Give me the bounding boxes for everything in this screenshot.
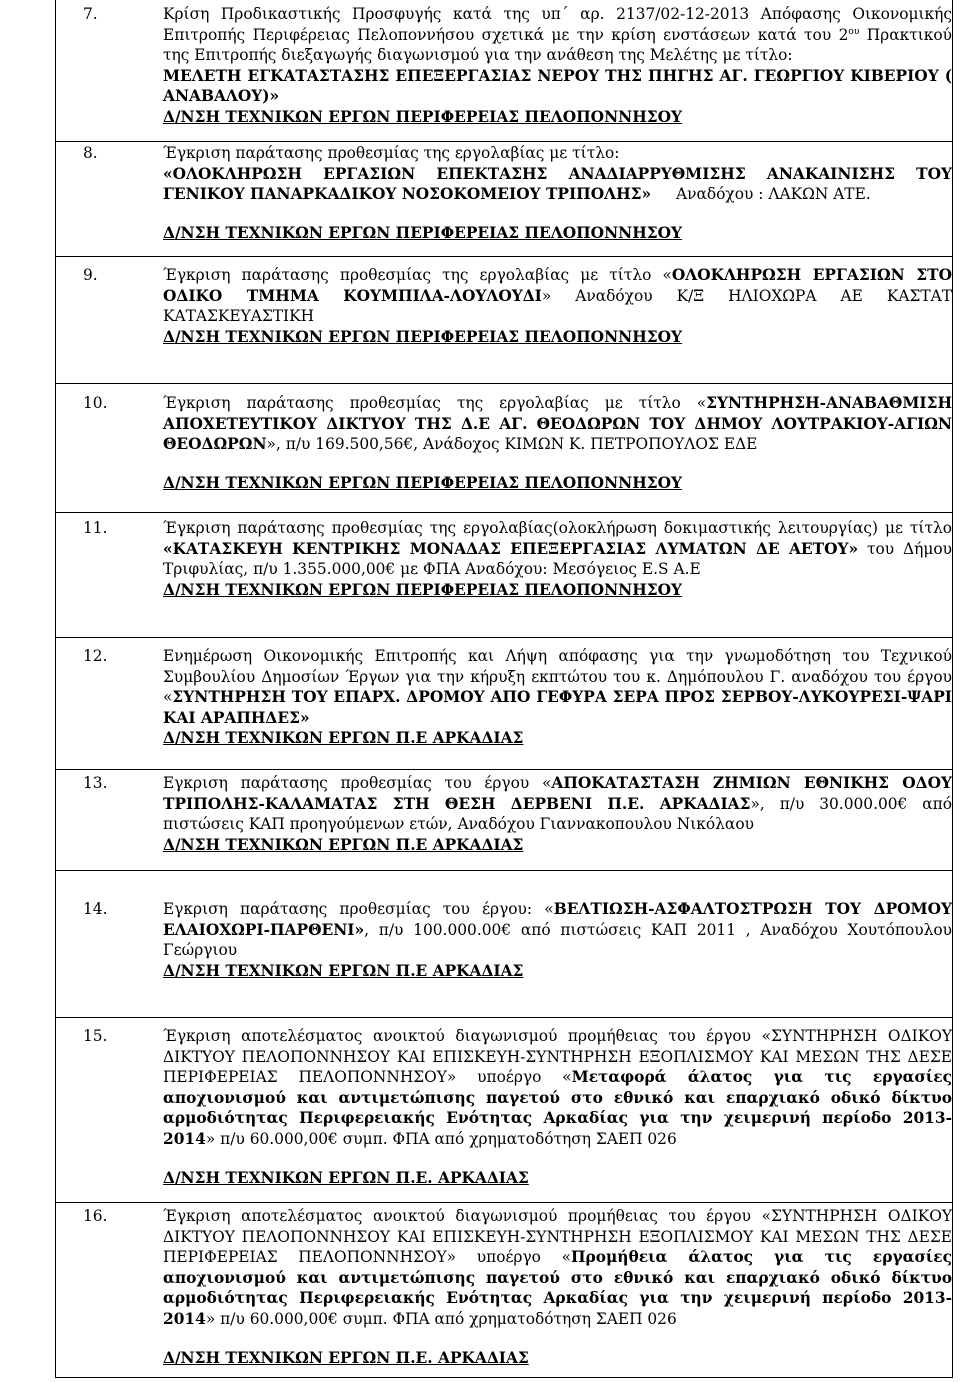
project-title: ΟΛΟΚΛΗΡΩΣΗ ΕΡΓΑΣΙΩΝ ΣΤΟ ΟΔΙΚΟ ΤΜΗΜΑ ΚΟΥΜΠΙΛΑ-ΛΟΥΛΟΥΔΙ — [163, 266, 952, 305]
item-text-cont: του Δήμου Τριφυλίας, π/υ 1.355.000,00€ με ΦΠΑ Αναδόχου: Μεσόγειος Ε.S Α.Ε — [163, 539, 952, 579]
item-text: Έγκριση παράτασης προθεσμίας της εργολαβίας με τίτλο « — [163, 394, 707, 412]
row-divider — [55, 637, 952, 638]
item-number: 13. — [83, 774, 108, 792]
row-divider — [55, 870, 952, 871]
item-text: Εγκριση παράτασης προθεσμίας του έργου « — [163, 774, 552, 792]
item-number: 11. — [83, 519, 108, 537]
right-border — [952, 0, 953, 1378]
row-divider — [55, 512, 952, 513]
department-label: Δ/ΝΣΗ ΤΕΧΝΙΚΩΝ ΕΡΓΩΝ ΠΕΡΙΦΕΡΕΙΑΣ ΠΕΛΟΠΟΝΝΗΣΟΥ — [163, 327, 683, 346]
row-divider — [55, 256, 952, 257]
item-text: Έγκριση παράτασης προθεσμίας της εργολαβίας με τίτλο: — [163, 144, 620, 162]
item-content — [163, 265, 952, 347]
item-text: Έγκριση αποτελέσματος ανοικτού διαγωνισμού προμήθειας του έργου «ΣΥΝΤΗΡΗΣΗ ΟΔΙΚΟΥ ΔΙΚΤΥΟΥ ΠΕΛΟΠΟΝΝΗΣΟΥ ΚΑΙ ΕΠΙΣΚΕΥΗ-ΣΥΝΤΗΡΗΣΗ ΕΞΟΠΛΙΣΜΟΥ ΚΑΙ ΜΕΣΩΝ ΤΗΣ ΔΕΣΕ ΠΕΡΙΦΕΡΕΙΑΣ ΠΕΛΟΠΟΝΝΗΣΟΥ» υποέργο « — [163, 1027, 952, 1087]
contractor: Αναδόχου : ΛΑΚΩΝ ΑΤΕ. — [676, 185, 871, 204]
item-content — [163, 773, 952, 855]
project-title: «ΟΛΟΚΛΗΡΩΣΗ ΕΡΓΑΣΙΩΝ ΕΠΕΚΤΑΣΗΣ ΑΝΑΔΙΑΡΡΥΘΜΙΣΗΣ ΑΝΑΚΑΙΝΙΣΗΣ ΤΟΥ ΓΕΝΙΚΟΥ ΠΑΝΑΡΚΑΔΙΚΟΥ ΝΟΣΟΚΟΜΕΙΟΥ ΤΡΙΠΟΛΗΣ» — [163, 164, 952, 204]
department-label: Δ/ΝΣΗ ΤΕΧΝΙΚΩΝ ΕΡΓΩΝ ΠΕΡΙΦΕΡΕΙΑΣ ΠΕΛΟΠΟΝΝΗΣΟΥ — [163, 580, 683, 599]
department-label: Δ/ΝΣΗ ΤΕΧΝΙΚΩΝ ΕΡΓΩΝ Π.Ε. ΑΡΚΑΔΙΑΣ — [163, 1168, 529, 1187]
project-title: «ΚΑΤΑΣΚΕΥΗ ΚΕΝΤΡΙΚΗΣ ΜΟΝΑΔΑΣ ΕΠΕΞΕΡΓΑΣΙΑΣ ΛΥΜΑΤΩΝ ΔΕ ΑΕΤΟΥ» — [163, 539, 859, 558]
item-content — [163, 899, 952, 981]
department-label: Δ/ΝΣΗ ΤΕΧΝΙΚΩΝ ΕΡΓΩΝ ΠΕΡΙΦΕΡΕΙΑΣ ΠΕΛΟΠΟΝΝΗΣΟΥ — [163, 223, 683, 242]
department-label: Δ/ΝΣΗ ΤΕΧΝΙΚΩΝ ΕΡΓΩΝ Π.Ε. ΑΡΚΑΔΙΑΣ — [163, 1348, 529, 1367]
department-label: Δ/ΝΣΗ ΤΕΧΝΙΚΩΝ ΕΡΓΩΝ Π.Ε ΑΡΚΑΔΙΑΣ — [163, 835, 524, 854]
item-text-cont: Πρακτικού της Επιτροπής διεξαγωγής διαγωνισμού για την ανάθεση της Μελέτης με τίτλο: — [163, 25, 952, 65]
item-number: 12. — [83, 647, 108, 665]
item-text-cont: » π/υ 60.000,00€ συμπ. ΦΠΑ από χρηματοδότηση ΣΑΕΠ 026 — [205, 1129, 677, 1148]
item-number: 8. — [83, 144, 98, 162]
item-content — [163, 393, 952, 493]
project-title: ΣΥΝΤΗΡΗΣΗ ΤΟΥ ΕΠΑΡΧ. ΔΡΟΜΟΥ ΑΠΟ ΓΕΦΥΡΑ ΣΕΡΑ ΠΡΟΣ ΣΕΡΒΟΥ-ΛΥΚΟΥΡΕΣΙ-ΨΑΡΙ ΚΑΙ ΑΡΑΠΗΔΕΣ» — [163, 688, 952, 727]
item-number: 7. — [83, 5, 98, 23]
item-text-cont: », π/υ 30.000.00€ από πιστώσεις ΚΑΠ προηγούμενων ετών, Αναδόχου Γιαννακοπουλου Νικόλαου — [163, 794, 952, 834]
item-text-cont: , π/υ 100.000.00€ από πιστώσεις ΚΑΠ 2011 , Αναδόχου Χουτόπουλου Γεώργιου — [163, 920, 952, 960]
row-divider — [55, 1377, 952, 1378]
item-text-cont: » Αναδόχου Κ/Ξ ΗΛΙΟΧΩΡΑ ΑΕ ΚΑΣΤΑΤ ΚΑΤΑΣΚΕΥΑΣΤΙΚΗ — [163, 286, 952, 326]
item-content — [163, 1026, 952, 1188]
item-content — [163, 1206, 952, 1368]
item-text: Ενημέρωση Οικονομικής Επιτροπής και Λήψη απόφασης για την γνωμοδότηση του Τεχνικού Συμβουλίου Δημοσίων Έργων για την κήρυξη εκπτώτου του κ. Δημόπουλου Γ. αναδόχου του έργου « — [163, 647, 952, 707]
row-divider — [55, 141, 952, 142]
item-content — [163, 646, 952, 749]
row-divider — [55, 1202, 952, 1203]
item-number: 10. — [83, 394, 108, 412]
item-content — [163, 143, 952, 243]
project-title: Μεταφορά άλατος για τις εργασίες αποχιονισμού και αντιμετώπισης παγετού στο εθνικό και επαρχιακό οδικό δίκτυο αρμοδιότητας Περιφερειακής Ενότητας Αρκαδίας για την χειμερινή περίοδο 2013-2014 — [163, 1068, 952, 1148]
left-border — [55, 0, 56, 1378]
item-number: 15. — [83, 1027, 108, 1045]
department-label: Δ/ΝΣΗ ΤΕΧΝΙΚΩΝ ΕΡΓΩΝ Π.Ε ΑΡΚΑΔΙΑΣ — [163, 961, 524, 980]
project-title: ΣΥΝΤΗΡΗΣΗ-ΑΝΑΒΑΘΜΙΣΗ ΑΠΟΧΕΤΕΥΤΙΚΟΥ ΔΙΚΤΥΟΥ ΤΗΣ Δ.Ε ΑΓ. ΘΕΟΔΩΡΩΝ ΤΟΥ ΔΗΜΟΥ ΛΟΥΤΡΑΚΙΟΥ-ΑΓΙΩΝ ΘΕΟΔΩΡΩΝ — [163, 394, 952, 454]
item-text-cont: » π/υ 60.000,00€ συμπ. ΦΠΑ από χρηματοδότηση ΣΑΕΠ 026 — [205, 1309, 677, 1328]
row-divider — [55, 769, 952, 770]
item-text: Κρίση Προδικαστικής Προσφυγής κατά της υπ΄ αρ. 2137/02-12-2013 Απόφασης Οικονομικής Επιτροπής Περιφέρειας Πελοποννήσου σχετικά με την κρίση ενστάσεων κατά του 2 — [163, 5, 952, 44]
project-title: ΒΕΛΤΙΩΣΗ-ΑΣΦΑΛΤΟΣΤΡΩΣΗ ΤΟΥ ΔΡΟΜΟΥ ΕΛΑΙΟΧΩΡΙ-ΠΑΡΘΕΝΙ» — [163, 900, 952, 939]
department-label: Δ/ΝΣΗ ΤΕΧΝΙΚΩΝ ΕΡΓΩΝ ΠΕΡΙΦΕΡΕΙΑΣ ΠΕΛΟΠΟΝΝΗΣΟΥ — [163, 473, 683, 492]
project-title: ΜΕΛΕΤΗ ΕΓΚΑΤΑΣΤΑΣΗΣ ΕΠΕΞΕΡΓΑΣΙΑΣ ΝΕΡΟΥ ΤΗΣ ΠΗΓΗΣ ΑΓ. ΓΕΩΡΓΙΟΥ ΚΙΒΕΡΙΟΥ ( ΑΝΑΒΑΛΟΥ)» — [163, 66, 952, 106]
project-title: ΑΠΟΚΑΤΑΣΤΑΣΗ ΖΗΜΙΩΝ ΕΘΝΙΚΗΣ ΟΔΟΥ ΤΡΙΠΟΛΗΣ-ΚΑΛΑΜΑΤΑΣ ΣΤΗ ΘΕΣΗ ΔΕΡΒΕΝΙ Π.Ε. ΑΡΚΑΔΙΑΣ — [163, 774, 952, 813]
item-text-cont: », π/υ 169.500,56€, Ανάδοχος ΚΙΜΩΝ Κ. ΠΕΤΡΟΠΟΥΛΟΣ ΕΔΕ — [266, 435, 758, 454]
project-title: Προμήθεια άλατος για τις εργασίες αποχιονισμού και αντιμετώπισης παγετού στο εθνικό και επαρχιακό οδικό δίκτυο αρμοδιότητας Περιφερειακής Ενότητας Αρκαδίας για την χειμερινή περίοδο 2013-2014 — [163, 1248, 952, 1328]
row-divider — [55, 383, 952, 384]
superscript: ου — [848, 26, 860, 37]
item-text: Εγκριση παράτασης προθεσμίας του έργου: « — [163, 900, 554, 918]
item-number: 14. — [83, 900, 108, 918]
department-label: Δ/ΝΣΗ ΤΕΧΝΙΚΩΝ ΕΡΓΩΝ ΠΕΡΙΦΕΡΕΙΑΣ ΠΕΛΟΠΟΝΝΗΣΟΥ — [163, 107, 683, 126]
item-text: Έγκριση παράτασης προθεσμίας της εργολαβίας με τίτλο « — [163, 266, 672, 284]
item-number: 9. — [83, 266, 98, 284]
row-divider — [55, 1017, 952, 1018]
item-text: Έγκριση παράτασης προθεσμίας της εργολαβίας(ολοκλήρωση δοκιμαστικής λειτουργίας) με τίτλο — [163, 519, 952, 537]
item-text: Έγκριση αποτελέσματος ανοικτού διαγωνισμού προμήθειας του έργου «ΣΥΝΤΗΡΗΣΗ ΟΔΙΚΟΥ ΔΙΚΤΥΟΥ ΠΕΛΟΠΟΝΝΗΣΟΥ ΚΑΙ ΕΠΙΣΚΕΥΗ-ΣΥΝΤΗΡΗΣΗ ΕΞΟΠΛΙΣΜΟΥ ΚΑΙ ΜΕΣΩΝ ΤΗΣ ΔΕΣΕ ΠΕΡΙΦΕΡΕΙΑΣ ΠΕΛΟΠΟΝΝΗΣΟΥ» υποέργο « — [163, 1207, 952, 1267]
department-label: Δ/ΝΣΗ ΤΕΧΝΙΚΩΝ ΕΡΓΩΝ Π.Ε ΑΡΚΑΔΙΑΣ — [163, 729, 524, 748]
item-content — [163, 4, 952, 128]
item-number: 16. — [83, 1207, 108, 1225]
item-content — [163, 518, 952, 600]
